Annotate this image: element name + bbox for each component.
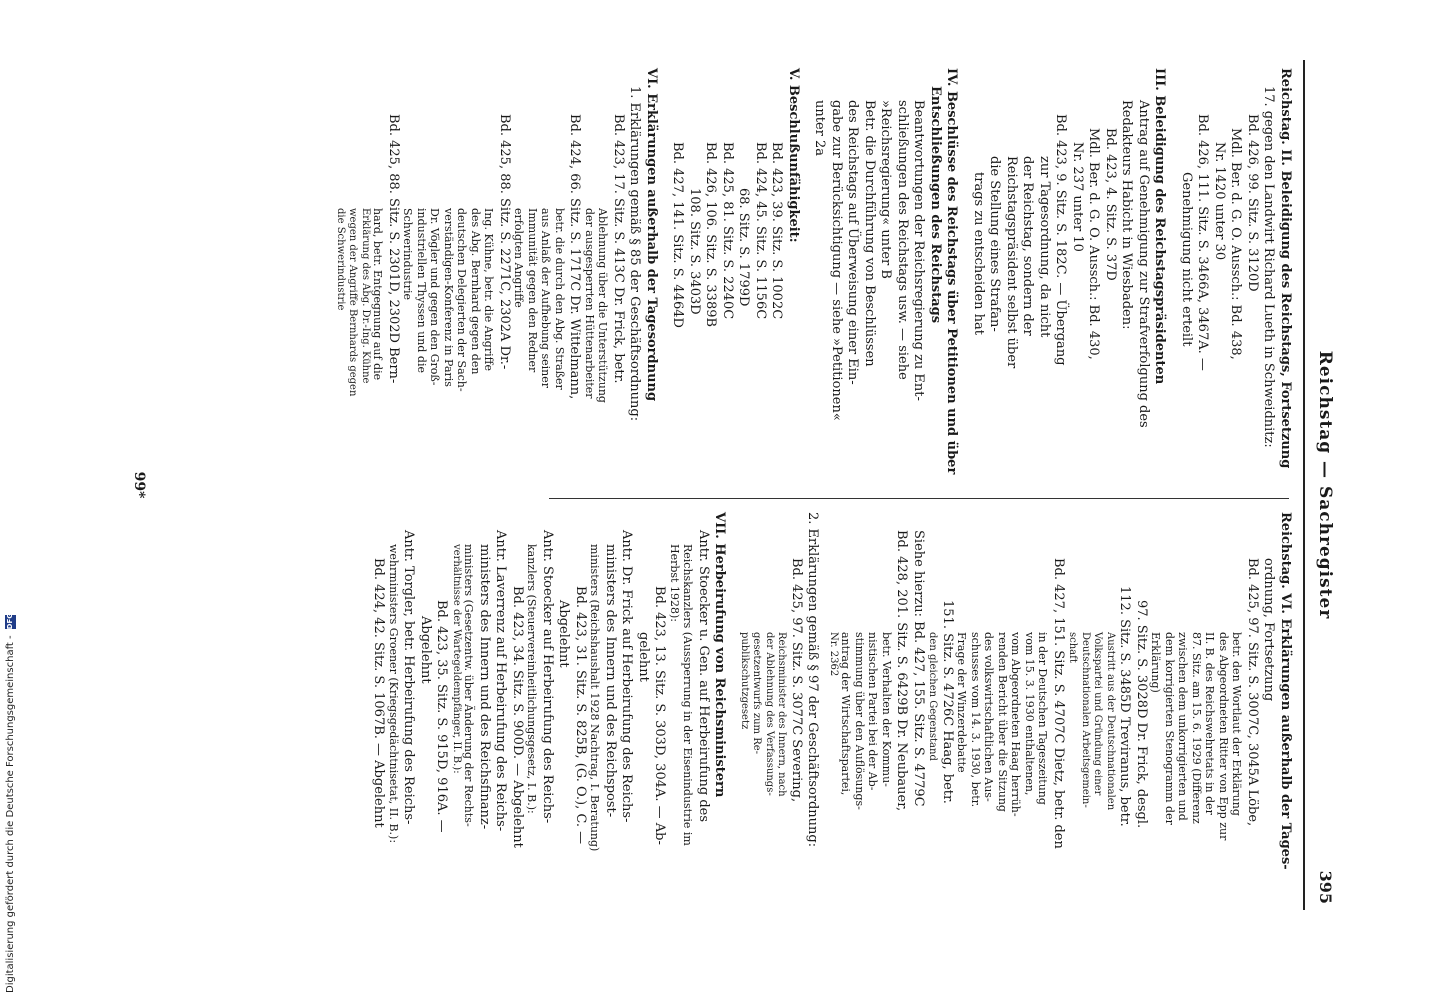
- index-entry-line: Schwerindustrie: [401, 208, 415, 301]
- index-entry-line: betr. Verhalten der Kommu-: [880, 632, 893, 787]
- index-entry-line: Mdl. Ber. d. G. O. Aussch.: Bd. 430,: [1086, 128, 1102, 360]
- index-entry-line: verhältnisse der Wartegeldempfänger, II. B.):: [451, 544, 462, 774]
- index-entry-line: Reichstag. II. Beleidigung des Reichstags, Fortsetzung: [1278, 68, 1293, 469]
- index-entry-line: ministers (Reichshaushalt 1928 Nachtrag, I. Beratung): [588, 544, 602, 852]
- index-entry-line: »Reichsregierung« unter B: [878, 100, 894, 279]
- index-entry-line: Ablehnung über die Unterstützung: [596, 208, 610, 403]
- index-entry-line: Bd. 426, 111. Sitz. S. 3466A, 3467A. —: [1195, 114, 1211, 371]
- index-entry-line: 2. Erklärungen gemäß § 97 der Geschäftsordnung:: [805, 512, 821, 848]
- index-entry-line: ordnung, Fortsetzung: [1261, 558, 1277, 702]
- section-heading: IV. Beschlüsse des Reichstags über Petitionen und über: [944, 68, 960, 475]
- index-entry-line: Erklärung des Abg. Dr.-Ing. Kühne: [360, 208, 371, 384]
- page-mark: 99*: [131, 471, 147, 499]
- index-entry-line: verständigen-Konferenz in Paris: [442, 208, 455, 387]
- index-entry-line: wegen der Angriffe Bernhards gegen: [347, 208, 359, 397]
- index-entry-line: Bd. 428, 201. Sitz. S. 6429B Dr. Neubauer,: [894, 530, 910, 812]
- index-entry-line: 112. Sitz. S. 3485D Treviranus, betr.: [1117, 586, 1133, 827]
- index-entry-line: Bd. 425, 81. Sitz. S. 2240C: [720, 142, 735, 320]
- index-entry-line: die Schwerindustrie: [335, 208, 346, 311]
- index-entry-line: des Abgeordneten Ritter von Epp zur: [1217, 632, 1230, 841]
- index-entry-line: Bd. 424, 45. Sitz. S. 1156C: [753, 142, 768, 320]
- index-entry-line: Bd. 426, 99. Sitz. S. 3120D: [1245, 114, 1260, 292]
- index-entry-line: schaft: [1067, 632, 1079, 663]
- section-heading: VII. Herbeirufung von Reichsministern: [712, 512, 728, 798]
- index-entry-line: Austritt aus der Deutschnationalen: [1105, 632, 1116, 811]
- left-column: [334, 68, 1294, 488]
- dfg-logo: DFG: [5, 613, 14, 630]
- index-entry-line: Bd. 424, 66. Sitz. S. 1717C Dr. Wittelmann,: [567, 114, 583, 400]
- scanned-page: [97, 60, 1337, 910]
- index-entry-line: Herbst 1928):: [668, 544, 681, 622]
- index-entry-line: 17. gegen den Landwirt Richard Lueth in Schweidnitz:: [1261, 86, 1277, 448]
- index-entry-line: Bd. 427, 151. Sitz. S. 4707C Dietz, betr. den: [1051, 558, 1066, 849]
- index-entry-line: schusses vom 14. 3. 1930, betr.: [969, 632, 982, 808]
- index-entry-line: Volkspartei und Gründung einer: [1092, 632, 1104, 796]
- index-entry-line: Bd. 423, 13. Sitz. S. 303D, 304A. — Ab-: [652, 586, 668, 845]
- index-entry-line: ministers des Innern und des Reichspost-: [603, 544, 618, 818]
- index-entry-line: antrag der Wirtschaftspartei,: [839, 632, 853, 796]
- index-entry-line: des Abg. Bernhard gegen den: [469, 208, 482, 375]
- index-entry-line: aus Anlaß der Aufhebung seiner: [539, 208, 553, 389]
- index-entry-line: vom 15. 3. 1930 enthaltenen,: [1023, 632, 1036, 796]
- index-entry-line: kanzlers (Steuervereinheitlichungsgesetz, I. B.):: [525, 544, 539, 814]
- index-entry-line: 1. Erklärungen gemäß § 85 der Geschäftsordnung:: [627, 86, 643, 422]
- index-entry-line: Bd. 423, 35. Sitz. S. 915D, 916A. —: [434, 600, 450, 833]
- index-entry-line: Immunität gegen den Redner: [526, 208, 539, 373]
- running-header: [1303, 60, 1337, 910]
- index-entry-line: hard, betr. Entgegnung auf die: [371, 208, 385, 381]
- index-entry-line: Reichskanzlers (Aussperrung in der Eisenindustrie im: [681, 544, 695, 846]
- index-entry-line: die Stellung eines Strafan-: [987, 156, 1003, 332]
- index-entry-line: Genehmigung nicht erteilt: [1179, 172, 1194, 347]
- index-entry-line: wehrministers Groener (Kriegsgedächtnisetat, II. B.):: [387, 544, 400, 844]
- index-entry-line: publikschutzgesetz: [739, 632, 750, 730]
- index-entry-line: deutschen Delegierten der Sach-: [455, 208, 469, 392]
- index-entry-line: schließungen des Reichstags usw. — siehe: [895, 100, 910, 380]
- index-entry-line: Reichsminister des Innern, nach: [776, 632, 788, 797]
- index-entry-line: Bd. 423, 9. Sitz. S. 182C. — Übergang: [1053, 114, 1069, 366]
- index-entry-line: industriellen Thyssen und die: [415, 208, 428, 373]
- index-entry-line: den gleichen Gegenstand: [927, 632, 939, 761]
- index-entry-line: 151. Sitz. S. 4726C Haag, betr.: [940, 600, 955, 804]
- index-entry-line: Antr. Laverrenz auf Herbeirufung des Reichs-: [493, 530, 509, 832]
- index-entry-line: Erklärung): [1149, 632, 1163, 693]
- index-entry-line: Antrag auf Genehmigung zur Strafverfolgung des: [1136, 100, 1151, 428]
- index-entry-line: Entschließungen des Reichstags: [928, 86, 943, 324]
- index-entry-line: Bd. 426, 106. Sitz. S. 3389B: [703, 142, 719, 328]
- index-entry-line: 87. Sitz. am 15. 6. 1929 (Differenz: [1190, 632, 1203, 824]
- index-entry-line: Frage der Winzerdebatte: [955, 632, 969, 773]
- page-number: 395: [1316, 870, 1335, 904]
- index-entry-line: Ing. Kühne, betr. die Angriffe: [482, 208, 496, 371]
- index-entry-line: nistischen Partei bei der Ab-: [866, 632, 880, 791]
- index-entry-line: Bd. 423, 17. Sitz. S. 413C Dr. Frick, betr.: [611, 114, 626, 384]
- index-entry-line: der Ablehnung des Verfassungs-: [764, 632, 775, 796]
- index-entry-line: gabe zur Berücksichtigung — siehe »Petitionen«: [829, 100, 844, 421]
- index-entry-line: Nr. 2362: [828, 632, 839, 677]
- index-entry-line: in der Deutschen Tageszeitung: [1036, 632, 1050, 805]
- index-entry-line: der Reichstag, sondern der: [1020, 156, 1036, 336]
- index-entry-line: renden Bericht über die Sitzung: [996, 632, 1009, 812]
- header-rule: [1303, 60, 1305, 910]
- index-entry-line: Nr. 1420 unter 30: [1212, 142, 1227, 261]
- index-entry-line: betr. den Wortlaut der Erklärung: [1230, 632, 1244, 816]
- index-entry-line: Reichstagspräsident selbst über: [1004, 156, 1019, 369]
- index-entry-line: trags zu entscheiden hat: [971, 172, 986, 336]
- section-heading: III. Beleidigung des Reichstagspräsidenten: [1152, 68, 1168, 385]
- index-entry-line: Bd. 423, 39. Sitz. S. 1002C: [769, 142, 785, 320]
- index-entry-line: Abgelehnt: [418, 616, 433, 684]
- index-entry-line: ministers des Innern und des Reichsfinanz-: [477, 544, 492, 830]
- index-entry-line: Mdl. Ber. d. G. O. Aussch.: Bd. 438,: [1228, 128, 1244, 360]
- index-entry-line: 108. Sitz. S. 3403D: [687, 188, 702, 315]
- index-entry-line: Siehe hierzu: Bd. 427, 155. Sitz. S. 4779C: [911, 530, 926, 807]
- index-entry-line: Antr. Stoecker auf Herbeirufung des Reichs-: [540, 530, 555, 824]
- index-entry-line: ministers (Gesetzentw. über Änderung der Rechts-: [462, 544, 476, 827]
- index-entry-line: zur Tagesordnung, da nicht: [1037, 156, 1052, 338]
- index-entry-line: Bd. 423, 31. Sitz. S. 825B, (G. O.), C. —: [573, 586, 588, 845]
- index-entry-line: vom Abgeordneten Haag herrüh-: [1009, 632, 1023, 817]
- index-entry-line: II. B. des Reichswehretats in der: [1203, 632, 1217, 815]
- index-entry-line: Bd. 423, 4. Sitz. S. 37D: [1103, 128, 1118, 281]
- running-title: Reichstag — Sachregister: [1315, 350, 1335, 620]
- index-entry-line: Bd. 424, 42. Sitz. S. 1067B. — Abgelehnt: [371, 558, 387, 828]
- index-entry-line: der ausgesperrten Hüttenarbeiter: [583, 208, 596, 399]
- index-entry-line: Bd. 427, 141. Sitz. S. 4464D: [670, 142, 686, 328]
- right-column: [370, 512, 1293, 904]
- index-entry-line: Bd. 425, 88. Sitz. S. 2301D, 2302D Bern-: [386, 114, 401, 384]
- index-entry-line: unter 2a: [812, 100, 828, 157]
- index-entry-line: erfolgten Angriffe: [512, 208, 526, 308]
- index-entry-line: betr. die durch den Abg. Straßer: [553, 208, 566, 390]
- index-entry-line: 97. Sitz. S. 3028D Dr. Frick, desgl.: [1134, 600, 1149, 829]
- index-entry-line: Deutschnationalen Arbeitsgemein-: [1080, 632, 1091, 808]
- index-entry-line: dem korrigierten Stenogramm der: [1163, 632, 1176, 825]
- index-entry-line: des volkswirtschaftlichen Aus-: [982, 632, 996, 802]
- index-entry-line: Bd. 425, 88. Sitz. S. 2271C, 2302A Dr.-: [497, 114, 512, 370]
- index-entry-line: des Reichstags auf Überweisung einer Ein-: [845, 100, 861, 385]
- credit-text: Digitalisierung gefördert durch die Deutsche Forschungsgemeinschaft -: [4, 635, 16, 993]
- index-entry-line: gelehnt: [636, 632, 651, 682]
- index-entry-line: zwischen dem unkorrigierten und: [1176, 632, 1190, 821]
- index-entry-line: Abgelehnt: [556, 600, 572, 668]
- section-heading: V. Beschlußunfähigkeit:: [786, 68, 801, 243]
- section-heading: VI. Erklärungen außerhalb der Tagesordnung: [644, 68, 659, 402]
- index-entry-line: Antr. Torgler, betr. Herbeirufung des Reichs-: [401, 530, 417, 825]
- index-entry-line: gesetzentwurfs zum Re-: [751, 632, 763, 755]
- index-entry-line: Betr. die Durchführung von Beschlüssen: [862, 100, 877, 367]
- index-entry-line: Dr. Vögler und gegen den Groß-: [428, 208, 442, 386]
- digitization-credit: [2, 0, 18, 993]
- index-entry-line: Nr. 237 unter 10: [1070, 142, 1085, 252]
- index-entry-line: Bd. 423, 34. Sitz. S. 900D. — Abgelehnt: [510, 586, 525, 848]
- index-entry-line: Redakteurs Habicht in Wiesbaden:: [1119, 100, 1135, 330]
- index-entry-line: Antr. Stoecker u. Gen. auf Herbeirufung des: [696, 530, 711, 823]
- column-rule: [549, 498, 1289, 499]
- index-entry-line: stimmung über den Auflösungs-: [853, 632, 866, 810]
- index-entry-line: Bd. 425, 97. Sitz. S. 3007C, 3045A Löbe,: [1245, 558, 1260, 827]
- index-entry-line: Bd. 425, 97. Sitz. S. 3077C Severing,: [789, 558, 804, 803]
- index-entry-line: Antr. Dr. Frick auf Herbeirufung des Reichs-: [619, 530, 635, 823]
- index-entry-line: 68. Sitz. S. 1799D: [736, 188, 752, 307]
- index-entry-line: Beantwortungen der Reichsregierung zu Ent-: [911, 100, 927, 401]
- index-entry-line: Reichstag. VI. Erklärungen außerhalb der Tages-: [1278, 512, 1293, 870]
